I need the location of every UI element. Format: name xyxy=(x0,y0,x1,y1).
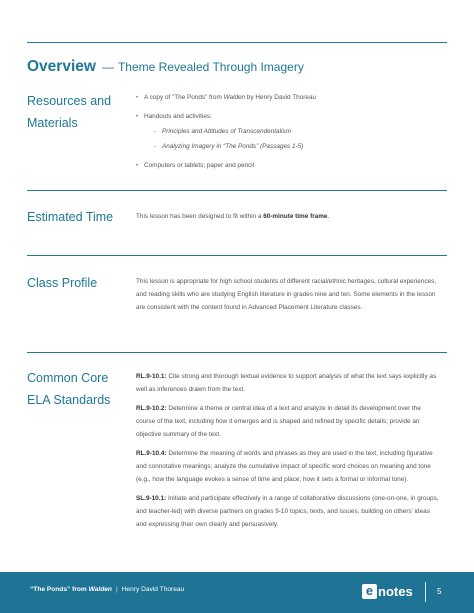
title-subtitle: Theme Revealed Through Imagery xyxy=(117,60,304,74)
resources-item-text: • A copy of “The Ponds” from Walden by Henry David Thoreau xyxy=(136,91,441,104)
standard-item: RL.9-10.2: Determine a theme or central idea of a text and analyze in detail its development over the course of the text, including how it emerges and is shaped and refined by specific details; provide an objective summary of the text. xyxy=(136,405,421,438)
section-divider xyxy=(27,352,447,353)
standard-item: RL.9-10.1: Cite strong and thorough textual evidence to support analysis of what the text says explicitly as well as inferences drawn from the text. xyxy=(136,373,437,393)
resources-item-handouts: • Handouts and activities: - Principles and Attitudes of Transcendentalism - Analyzing Imagery in “The Ponds” (Passages 1-5) xyxy=(136,110,441,153)
enotes-logo[interactable] xyxy=(362,583,413,601)
page-title xyxy=(27,58,304,76)
resources-label: Resources and Materials xyxy=(27,94,112,130)
logo-e-icon: e xyxy=(362,584,377,599)
resources-item-supplies: • Computers or tablets; paper and pencil xyxy=(136,159,441,172)
title-overview: Overview xyxy=(27,58,96,75)
resources-content xyxy=(136,91,441,178)
standard-item: RL.9-10.4: Determine the meaning of words and phrases as they are used in the text, including figurative and connotative meanings; analyze the cumulative impact of specific word choices on meaning and tone (e.g., how the language evokes a sense of time and place; how it sets a formal or informal tone). xyxy=(136,450,433,483)
estimated-time-label: Estimated Time xyxy=(27,210,114,224)
class-profile-label: Class Profile xyxy=(27,276,98,290)
title-separator: — xyxy=(101,60,114,74)
page-number: 5 xyxy=(437,587,442,596)
top-rule xyxy=(27,42,447,43)
logo-text: notes xyxy=(378,584,413,600)
section-divider xyxy=(27,255,447,256)
footer-title: “The Ponds” from Walden | Henry David Thoreau xyxy=(30,586,185,593)
standards-label: Common Core ELA Standards xyxy=(27,371,111,407)
estimated-time-text: This lesson has been designed to fit within a 60-minute time frame. xyxy=(136,213,330,220)
section-divider xyxy=(27,190,447,191)
handout-item: - Principles and Attitudes of Transcendentalism xyxy=(154,125,441,138)
standard-item: SL.9-10.1: Initiate and participate effectively in a range of collaborative discussions (one-on-one, in groups, and teacher-led) with diverse partners on grades 9-10 topics, texts, and issues, building on others’ ideas and expressing their own clearly and persuasively. xyxy=(136,495,439,528)
standards-content xyxy=(136,370,441,537)
footer-bar xyxy=(0,572,474,613)
handout-item: - Analyzing Imagery in “The Ponds” (Passages 1-5) xyxy=(154,140,441,153)
class-profile-text: This lesson is appropriate for high school students of different racial/ethnic heritages, cultural experiences, and reading skills who are studying English literature in grades nine and ten. Some elements in the lesson are consistent with the content found in Advanced Placement Literature classes. xyxy=(136,278,437,311)
footer-divider xyxy=(425,582,426,602)
